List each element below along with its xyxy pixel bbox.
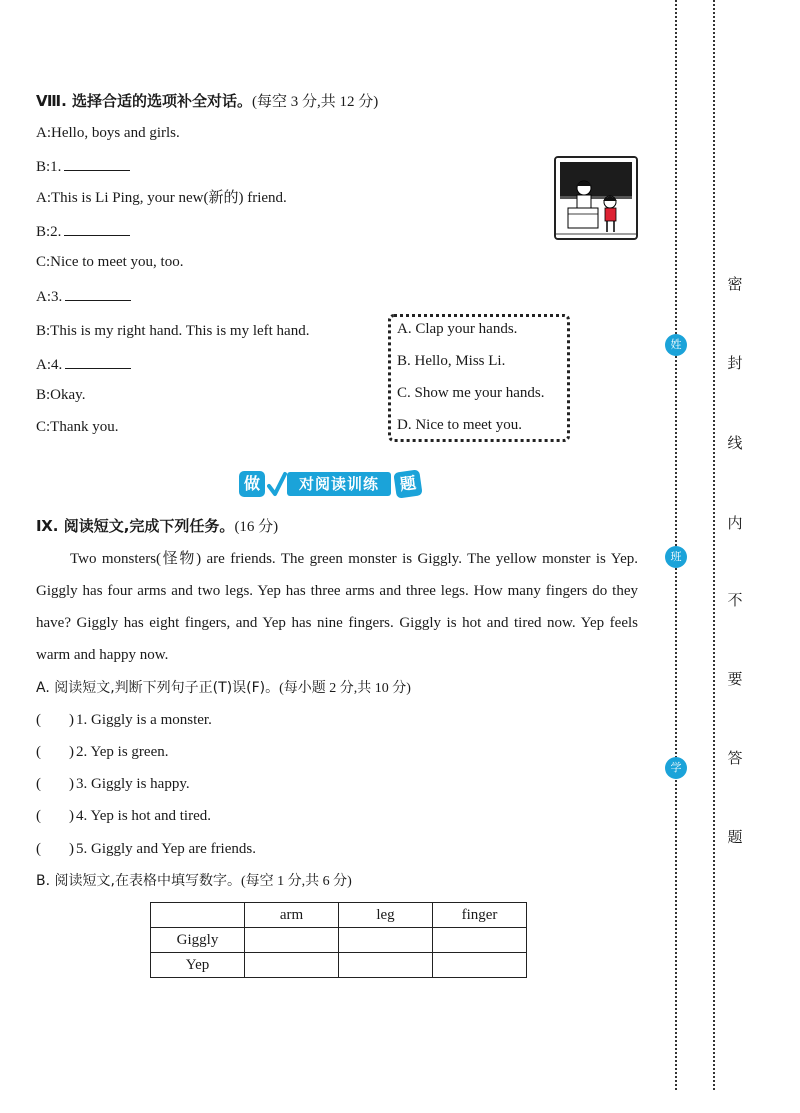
classroom-illustration — [554, 156, 638, 240]
section8-heading — [36, 92, 378, 111]
tf-statement: 5. Giggly and Yep are friends. — [76, 841, 256, 857]
table-header-row — [151, 903, 527, 928]
tf-statement: 2. Yep is green. — [76, 744, 169, 760]
answer-blank-1[interactable] — [64, 156, 130, 171]
table-row — [151, 953, 527, 978]
table-row — [151, 928, 527, 953]
dialogue-line-5: C:Nice to meet you, too. — [36, 254, 184, 270]
dialogue-line-4 — [36, 221, 130, 241]
option-c: C. Show me your hands. — [397, 385, 545, 401]
answer-parenthesis[interactable]: ( ) — [36, 712, 74, 728]
banner-badge-left: 做 — [239, 471, 265, 497]
answer-blank-2[interactable] — [64, 221, 130, 236]
limbs-table — [150, 902, 527, 978]
partA-title: A. 阅读短文,判断下列句子正(T)误(F)。 — [36, 680, 280, 696]
dialogue-speaker-text: B:2. — [36, 224, 62, 240]
section9-heading — [36, 517, 278, 536]
margin-char-1: 密 — [727, 275, 743, 293]
margin-marker-2: 班 — [665, 546, 687, 568]
dialogue-line-10: C:Thank you. — [36, 419, 119, 435]
answer-cell[interactable] — [245, 953, 339, 978]
checkmark-icon — [267, 470, 287, 500]
dialogue-line-9: B:Okay. — [36, 387, 86, 403]
row-label-giggly: Giggly — [151, 928, 245, 953]
table-header-leg: leg — [339, 903, 433, 928]
section8-points: (每空 3 分,共 12 分) — [252, 94, 379, 110]
section8-title: Ⅷ. 选择合适的选项补全对话。 — [36, 92, 253, 110]
margin-char-2: 封 — [727, 354, 743, 372]
margin-char-6: 要 — [727, 670, 743, 688]
answer-blank-4[interactable] — [65, 354, 131, 369]
dialogue-speaker-text: A:3. — [36, 289, 63, 305]
dialogue-speaker-text: A:4. — [36, 357, 63, 373]
partA-heading — [36, 679, 411, 698]
answer-parenthesis[interactable]: ( ) — [36, 776, 74, 792]
tf-statement: 3. Giggly is happy. — [76, 776, 190, 792]
answer-parenthesis[interactable]: ( ) — [36, 841, 74, 857]
tf-statement: 1. Giggly is a monster. — [76, 712, 212, 728]
reading-passage: Two monsters(怪物) are friends. The green monster is Giggly. The yellow monster is Yep. Giggly has four arms and two legs. Yep has three arms and three legs. How many fingers do they have? Giggly has eight fingers, and Yep has nine fingers. Giggly is hot and tired now. Yep feels warm and happy now. — [36, 551, 638, 663]
partB-heading — [36, 872, 352, 891]
tf-item-5 — [36, 840, 256, 858]
banner-text: 对阅读训练 — [287, 472, 391, 496]
option-d: D. Nice to meet you. — [397, 417, 522, 433]
dialogue-line-3: A:This is Li Ping, your new(新的) friend. — [36, 190, 287, 206]
margin-char-8: 题 — [727, 828, 743, 846]
binding-line-right — [713, 0, 715, 1090]
dialogue-line-7: B:This is my right hand. This is my left hand. — [36, 323, 310, 339]
tf-item-2 — [36, 743, 169, 761]
dialogue-line-2 — [36, 156, 130, 176]
dialogue-speaker-text: B:1. — [36, 159, 62, 175]
answer-cell[interactable] — [433, 953, 527, 978]
answer-cell[interactable] — [433, 928, 527, 953]
answer-cell[interactable] — [339, 928, 433, 953]
section9-title: Ⅸ. 阅读短文,完成下列任务。 — [36, 517, 235, 535]
tf-statement: 4. Yep is hot and tired. — [76, 808, 211, 824]
answer-parenthesis[interactable]: ( ) — [36, 808, 74, 824]
margin-marker-1: 姓 — [665, 334, 687, 356]
dialogue-line-8 — [36, 354, 131, 374]
answer-cell[interactable] — [339, 953, 433, 978]
answer-parenthesis[interactable]: ( ) — [36, 744, 74, 760]
partB-title: B. 阅读短文,在表格中填写数字。 — [36, 873, 241, 889]
table-header-arm: arm — [245, 903, 339, 928]
tf-item-3 — [36, 775, 190, 793]
reading-practice-banner — [235, 468, 419, 502]
tf-item-4 — [36, 807, 211, 825]
margin-marker-3: 学 — [665, 757, 687, 779]
tf-item-1 — [36, 711, 212, 729]
section9-points: (16 分) — [234, 519, 279, 535]
table-corner-cell — [151, 903, 245, 928]
banner-badge-right: 题 — [393, 469, 422, 498]
table-header-finger: finger — [433, 903, 527, 928]
answer-cell[interactable] — [245, 928, 339, 953]
margin-char-4: 内 — [727, 514, 743, 532]
margin-char-7: 答 — [727, 749, 743, 767]
dialogue-line-6 — [36, 286, 131, 306]
partB-points: (每空 1 分,共 6 分) — [240, 874, 352, 889]
partA-points: (每小题 2 分,共 10 分) — [279, 681, 411, 696]
binding-line-left — [675, 0, 677, 1090]
dialogue-line-1: A:Hello, boys and girls. — [36, 125, 180, 141]
margin-char-3: 线 — [727, 434, 743, 452]
option-b: B. Hello, Miss Li. — [397, 353, 506, 369]
option-a: A. Clap your hands. — [397, 321, 518, 337]
options-box — [388, 314, 570, 442]
row-label-yep: Yep — [151, 953, 245, 978]
classroom-drawing — [556, 158, 636, 238]
answer-blank-3[interactable] — [65, 286, 131, 301]
margin-char-5: 不 — [727, 591, 743, 609]
